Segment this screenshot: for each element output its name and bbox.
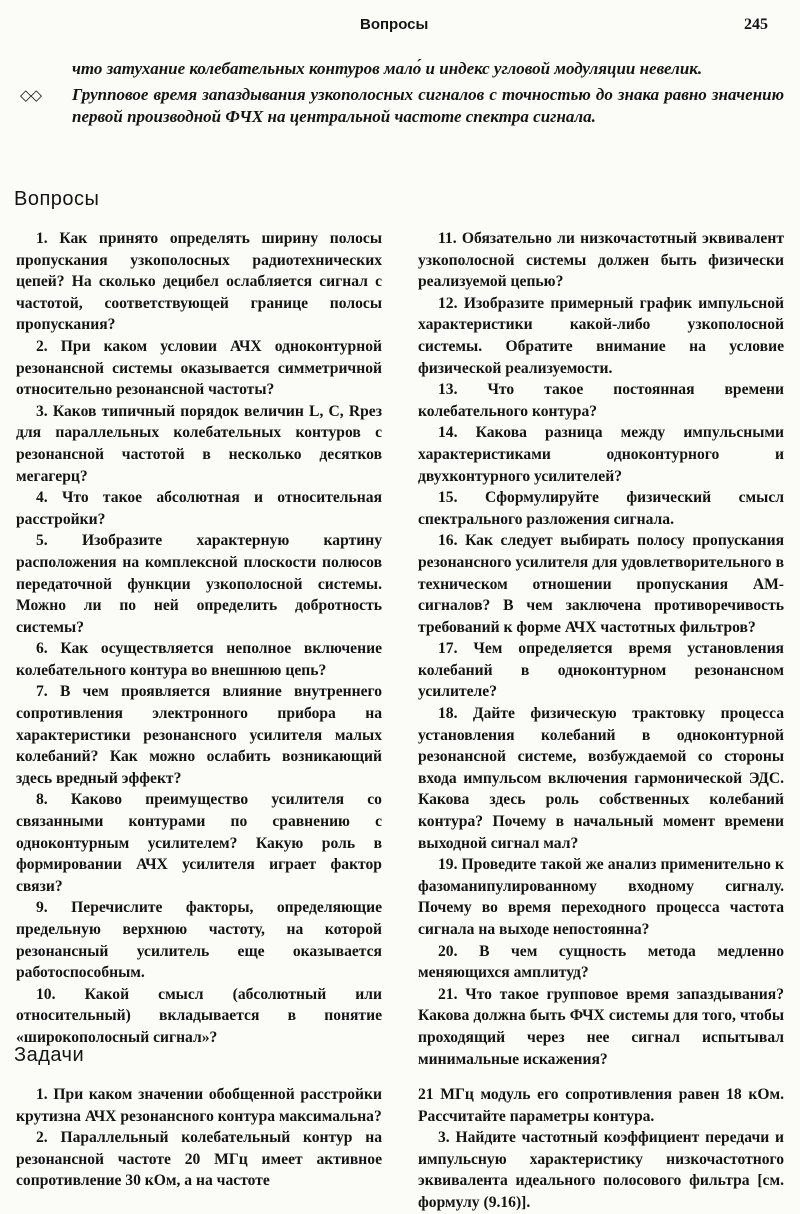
tasks-heading: Задачи [14, 1044, 85, 1066]
page-number: 245 [744, 16, 768, 33]
running-header [0, 16, 800, 40]
task-item: 1. При каком значении обобщенной расстройки крутизна АЧХ резонансного контура максимальна? [16, 1086, 382, 1125]
task-item: 2. Параллельный колебательный контур на резонансной частоте 20 МГц имеет активное сопротивление 30 кОм, а на частоте [16, 1129, 382, 1190]
questions-column-left [16, 228, 382, 1049]
question-item: 7. В чем проявляется влияние внутреннего сопротивления электронного прибора на характеристики резонансного усилителя малых колебаний? Как можно ослабить возникающий здесь вредный эффект? [16, 683, 382, 787]
questions-heading: Вопросы [14, 188, 100, 210]
question-item: 5. Изобразите характерную картину расположения на комплексной плоскости полюсов передаточной функции узкополосной системы. Можно ли по ней определить добротность системы? [16, 532, 382, 636]
intro-paragraph-2 [14, 84, 784, 128]
running-header-title: Вопросы [360, 16, 429, 33]
question-item: 19. Проведите такой же анализ применительно к фазоманипулированному входному сигналу. Почему во время переходного процесса частота сигнала на выходе непостоянна? [418, 856, 784, 938]
intro-paragraph-1: что затухание колебательных контуров мало́ и индекс угловой модуляции невелик. [72, 59, 703, 78]
question-item: 6. Как осуществляется неполное включение колебательного контура во внешнюю цепь? [16, 640, 382, 679]
question-item: 14. Какова разница между импульсными характеристиками одноконтурного и двухконтурного усилителей? [418, 424, 784, 485]
question-item: 13. Что такое постоянная времени колебательного контура? [418, 381, 785, 420]
question-item: 3. Каков типичный порядок величин L, C, Rрез для параллельных колебательных контуров с резонансной частотой в несколько десятков мегагерц? [16, 402, 382, 485]
questions-column-right [418, 228, 784, 1070]
intro-block [14, 58, 784, 132]
question-item: 17. Чем определяется время установления колебаний в одноконтурном резонансном усилителе? [418, 640, 784, 701]
question-item: 18. Дайте физическую трактовку процесса установления колебаний в одноконтурной резонансной системе, возбуждаемой со стороны входа импульсом включения гармонической ЭДС. Какова здесь роль собственных колебаний контура? Почему в начальный момент времени выходной сигнал мал? [418, 705, 784, 852]
question-item: 16. Как следует выбирать полосу пропускания резонансного усилителя для удовлетворительного в техническом отношении пропускания АМ-сигналов? В чем заключена противоречивость требований к форме АЧХ частотных фильтров? [418, 532, 785, 636]
tasks-column-left [16, 1084, 382, 1192]
tasks-column-right [418, 1084, 784, 1214]
question-item: 15. Сформулируйте физический смысл спектрального разложения сигнала. [418, 489, 784, 528]
question-item: 9. Перечислите факторы, определяющие предельную верхнюю частоту, на которой резонансный усилитель еще оказывается работоспособным. [16, 899, 382, 982]
question-item: 12. Изобразите примерный график импульсной характеристики какой-либо узкополосной системы. Обратите внимание на условие физической реализуемости. [418, 294, 784, 377]
question-item: 1. Как принято определять ширину полосы пропускания узкополосных радиотехнических цепей? На сколько децибел ослабляется сигнал с частотой, соответствующей границе полосы пропускания? [16, 230, 383, 334]
diamond-marker-icon: ◇◇ [20, 86, 42, 104]
question-item: 11. Обязательно ли низкочастотный эквивалент узкополосной системы должен быть физически реализуемой цепью? [418, 230, 784, 291]
question-item: 4. Что такое абсолютная и относительная расстройки? [16, 489, 382, 528]
question-item: 2. При каком условии АЧХ одноконтурной резонансной системы оказывается симметричной относительно резонансной частоты? [16, 337, 382, 399]
intro-paragraph-2-text: Групповое время запаздывания узкополосных сигналов с точностью до знака равно значению первой производной ФЧХ на центральной частоте спектра сигнала. [72, 85, 784, 126]
question-item: 20. В чем сущность метода медленно меняющихся амплитуд? [418, 942, 784, 982]
task-item-continuation: 21 МГц модуль его сопротивления равен 18 кОм. Рассчитайте параметры контура. [418, 1086, 784, 1125]
question-item: 10. Какой смысл (абсолютный или относительный) вкладывается в понятие «широкополосный сигнал»? [16, 985, 382, 1046]
task-item: 3. Найдите частотный коэффициент передачи и импульсную характеристику низкочастотного эквивалента идеального полосового фильтра [см. формулу (9.16)]. [418, 1129, 785, 1211]
question-item: 8. Каково преимущество усилителя со связанными контурами по сравнению с одноконтурным усилителем? Какую роль в формировании АЧХ усилителя играет фактор связи? [16, 791, 382, 895]
question-item: 21. Что такое групповое время запаздывания? Какова должна быть ФЧХ системы для того, чтобы проходящий через нее сигнал испытывал минимальные искажения? [418, 985, 784, 1068]
